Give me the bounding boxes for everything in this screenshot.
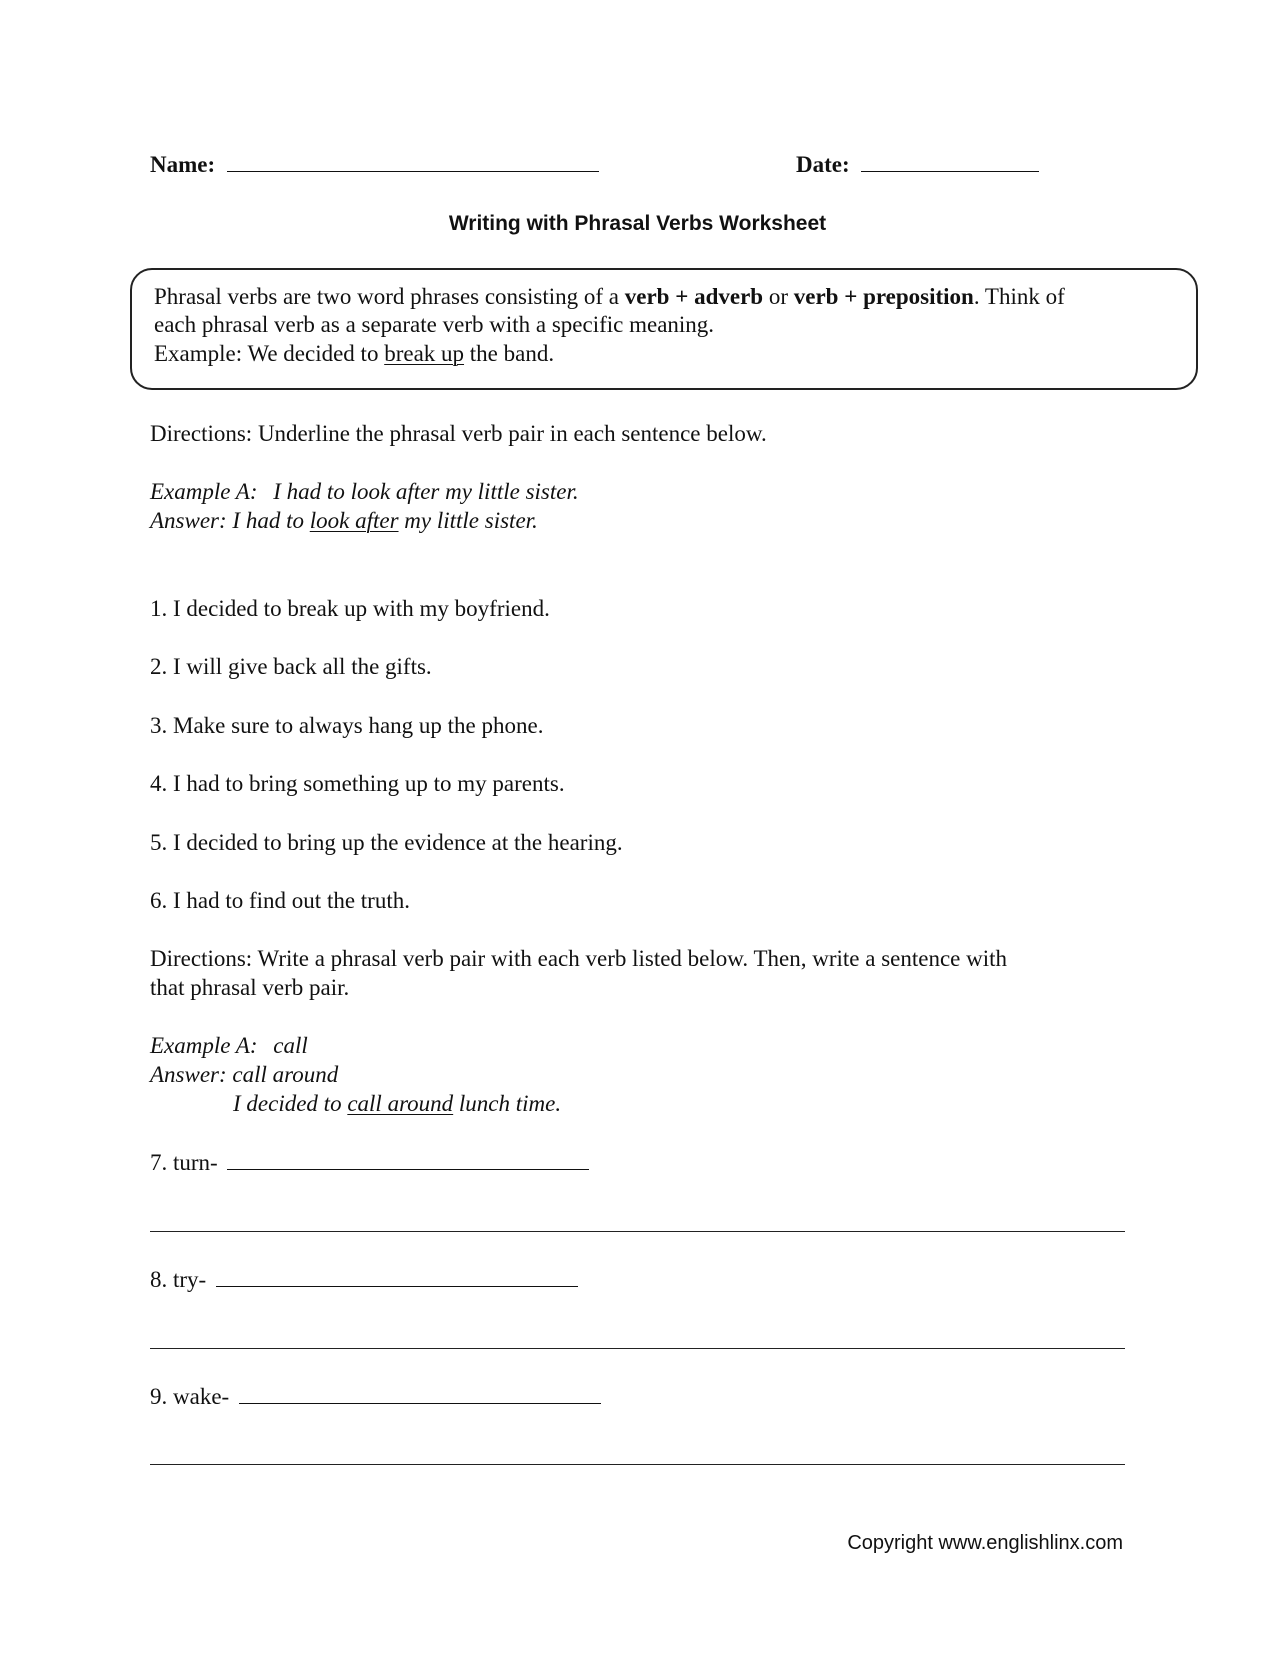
example-word: call [273,1033,308,1058]
answer-text: my little sister. [398,508,538,533]
definition-text: Phrasal verbs are two word phrases consisting of a [154,284,625,309]
write-item-try [150,1267,578,1293]
phrasal-pair-blank[interactable] [227,1168,589,1170]
sentence-answer-line[interactable] [150,1231,1125,1232]
answer-label: Answer: [150,508,227,533]
answer-text: I had to [232,508,310,533]
definition-box [130,268,1198,390]
part1-directions: Directions: Underline the phrasal verb pair in each sentence below. [150,421,767,446]
part2-example [150,1033,308,1059]
definition-text: . Think of [973,284,1065,309]
name-blank[interactable] [227,170,599,172]
phrasal-pair-blank[interactable] [239,1402,601,1404]
sentence-item: 1. I decided to break up with my boyfriend. [150,596,550,621]
page-title: Writing with Phrasal Verbs Worksheet [448,212,827,235]
definition-example [154,341,554,367]
part1-example [150,479,579,505]
sentence-answer-line[interactable] [150,1348,1125,1349]
date-label: Date: [796,152,850,177]
definition-text: or [763,284,794,309]
definition-example-verb: break up [384,341,465,366]
answer-label: Answer: [150,1062,227,1087]
name-label: Name: [150,152,216,177]
sentence-item: 3. Make sure to always hang up the phone. [150,713,544,738]
definition-example-text: the band. [464,341,555,366]
sentence-item: 6. I had to find out the truth. [150,888,410,913]
example-text: I had to look after my little sister. [273,479,579,504]
copyright-footer: Copyright www.englishlinx.com [847,1532,1123,1554]
part2-answer [150,1062,338,1088]
definition-term-adverb: verb + adverb [624,284,764,309]
example-label: Example A: [150,1033,258,1058]
write-item-wake [150,1384,601,1410]
example-label: Example A: [150,479,258,504]
answer-text: lunch time. [453,1091,562,1116]
write-item-label: 8. try- [150,1267,207,1292]
answer-text: I decided to [233,1091,348,1116]
phrasal-pair-blank[interactable] [216,1285,578,1287]
write-item-label: 7. turn- [150,1150,218,1175]
definition-line-1 [154,284,1065,310]
answer-verb: look after [309,508,399,533]
definition-example-text: Example: We decided to [154,341,385,366]
part2-directions-line-2: that phrasal verb pair. [150,975,350,1000]
part2-directions-line-1: Directions: Write a phrasal verb pair with each verb listed below. Then, write a sentence with [150,946,1008,971]
sentence-item: 5. I decided to bring up the evidence at the hearing. [150,830,623,855]
sentence-item: 2. I will give back all the gifts. [150,654,432,679]
part2-answer-sentence [233,1091,561,1117]
write-item-label: 9. wake- [150,1384,230,1409]
answer-pair: call around [232,1062,339,1087]
date-blank[interactable] [861,170,1039,172]
definition-term-preposition: verb + preposition [793,284,974,309]
definition-line-2: each phrasal verb as a separate verb with a specific meaning. [154,312,715,337]
part1-answer [150,508,538,534]
name-field [150,152,599,178]
sentence-item: 4. I had to bring something up to my parents. [150,771,565,796]
write-item-turn [150,1150,589,1176]
sentence-answer-line[interactable] [150,1464,1125,1465]
answer-verb: call around [347,1091,454,1116]
date-field [796,152,1039,178]
